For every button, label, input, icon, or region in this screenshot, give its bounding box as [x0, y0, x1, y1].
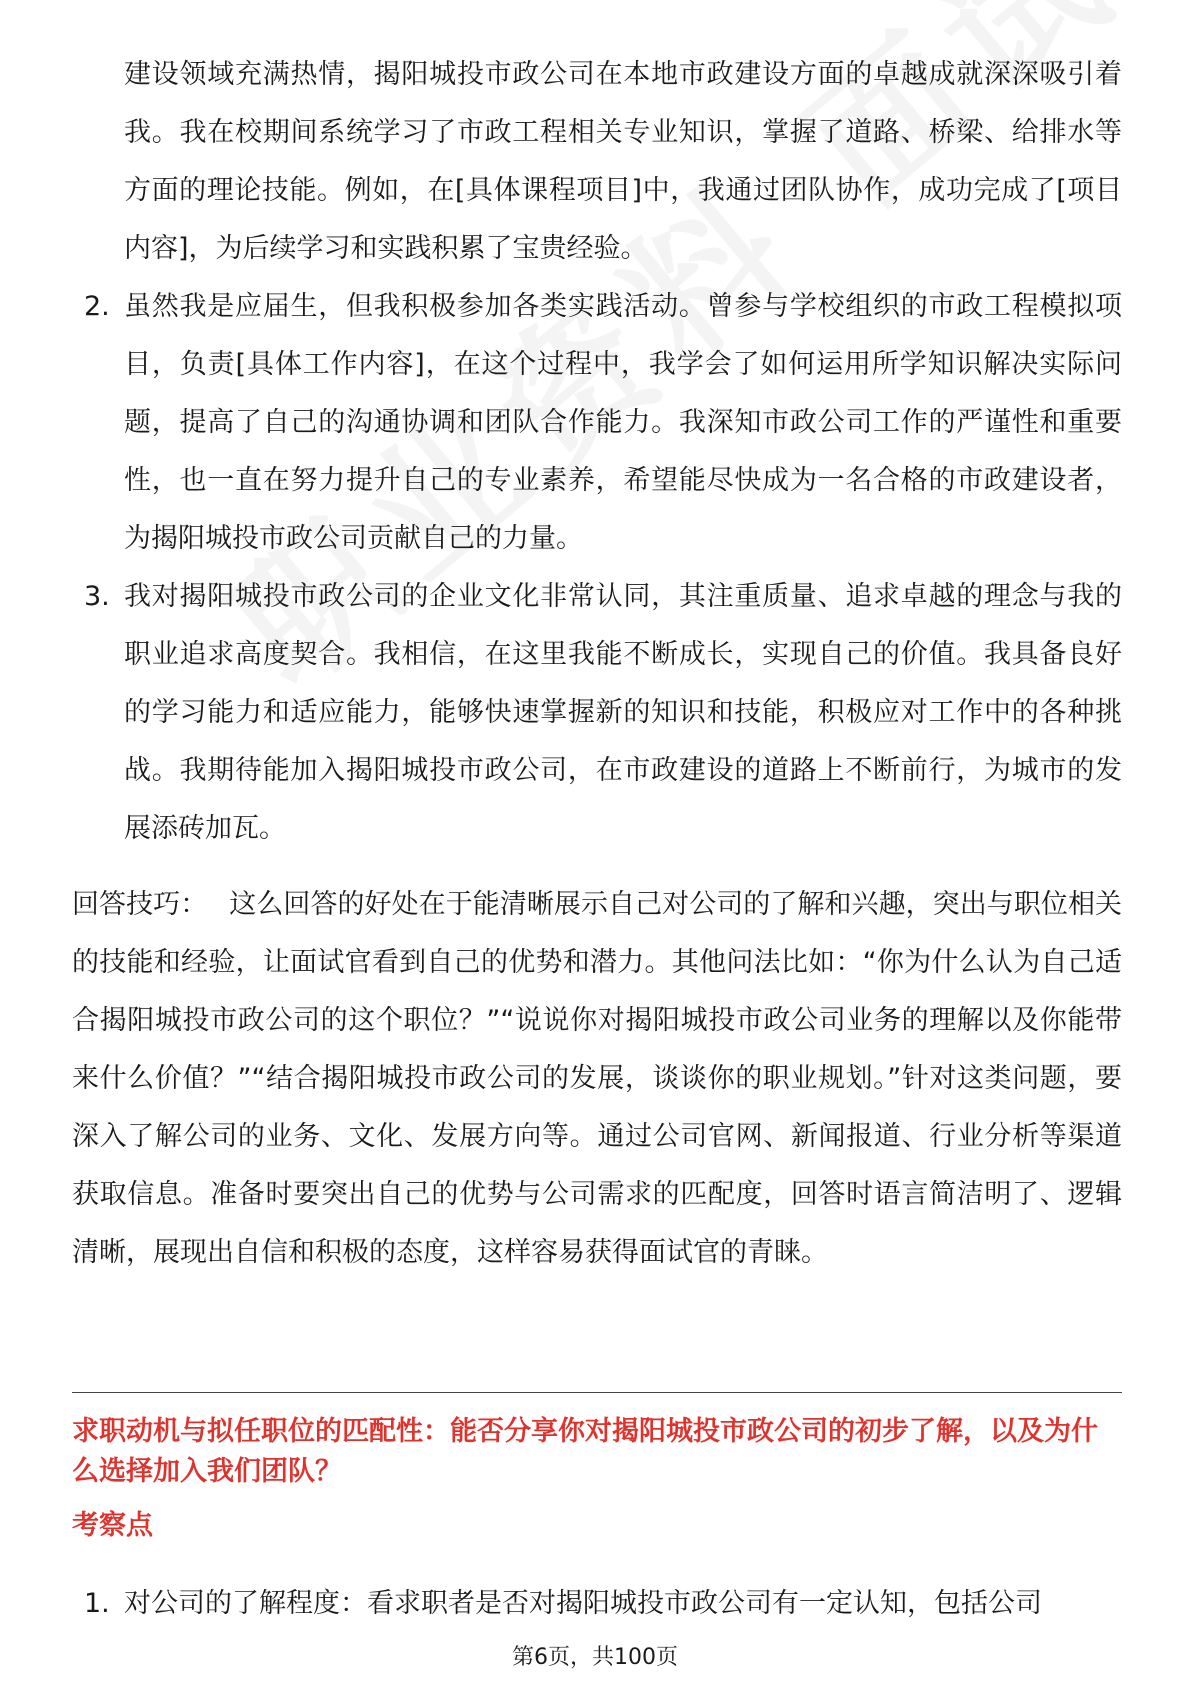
item-number: 1. [84, 1588, 110, 1619]
answer-item-3 [72, 568, 1122, 858]
tips-label: 回答技巧： [72, 889, 208, 920]
answer-list [72, 46, 1122, 858]
section-label: 考察点 [72, 1510, 153, 1541]
tips-text: 这么回答的好处在于能清晰展示自己对公司的了解和兴趣，突出与职位相关的技能和经验，让面试官看到自己的优势和潜力。其他问法比如：“你为什么认为自己适合揭阳城投市政公司的这个职位？”“说说你对揭阳城投市政公司业务的理解以及你能带来什么价值？”“结合揭阳城投市政公司的发展，谈谈你的职业规划。”针对这类问题，要深入了解公司的业务、文化、发展方向等。通过公司官网、新闻报道、行业分析等渠道获取信息。准备时要突出自己的优势与公司需求的匹配度，回答时语言简洁明了、逻辑清晰，展现出自信和积极的态度，这样容易获得面试官的青睐。 [72, 889, 1123, 1268]
point-item-1 [72, 1575, 1122, 1633]
answer-item-2 [72, 278, 1122, 568]
item-text: 我对揭阳城投市政公司的企业文化非常认同，其注重质量、追求卓越的理念与我的职业追求高度契合。我相信，在这里我能不断成长，实现自己的价值。我具备良好的学习能力和适应能力，能够快速掌握新的知识和技能，积极应对工作中的各种挑战。我期待能加入揭阳城投市政公司，在市政建设的道路上不断前行，为城市的发展添砖加瓦。 [124, 581, 1122, 844]
section-divider [72, 1392, 1122, 1393]
answer-item-1 [72, 46, 1122, 278]
question-heading: 求职动机与拟任职位的匹配性：能否分享你对揭阳城投市政公司的初步了解，以及为什么选择加入我们团队？ [72, 1416, 1098, 1487]
item-text: 建设领域充满热情，揭阳城投市政公司在本地市政建设方面的卓越成就深深吸引着我。我在校期间系统学习了市政工程相关专业知识，掌握了道路、桥梁、给排水等方面的理论技能。例如，在[具体课程项目]中，我通过团队协作，成功完成了[项目内容]，为后续学习和实践积累了宝贵经验。 [124, 59, 1122, 264]
item-number: 2. [84, 291, 110, 322]
item-text: 虽然我是应届生，但我积极参加各类实践活动。曾参与学校组织的市政工程模拟项目，负责[具体工作内容]，在这个过程中，我学会了如何运用所学知识解决实际问题，提高了自己的沟通协调和团队合作能力。我深知市政公司工作的严谨性和重要性，也一直在努力提升自己的专业素养，希望能尽快成为一名合格的市政建设者，为揭阳城投市政公司贡献自己的力量。 [124, 291, 1122, 554]
points-list [72, 1575, 1122, 1633]
answer-tips [72, 876, 1122, 1282]
item-number: 3. [84, 581, 110, 612]
item-text: 对公司的了解程度：看求职者是否对揭阳城投市政公司有一定认知，包括公司 [124, 1588, 1042, 1619]
page-number: 第6页，共100页 [512, 1645, 678, 1670]
